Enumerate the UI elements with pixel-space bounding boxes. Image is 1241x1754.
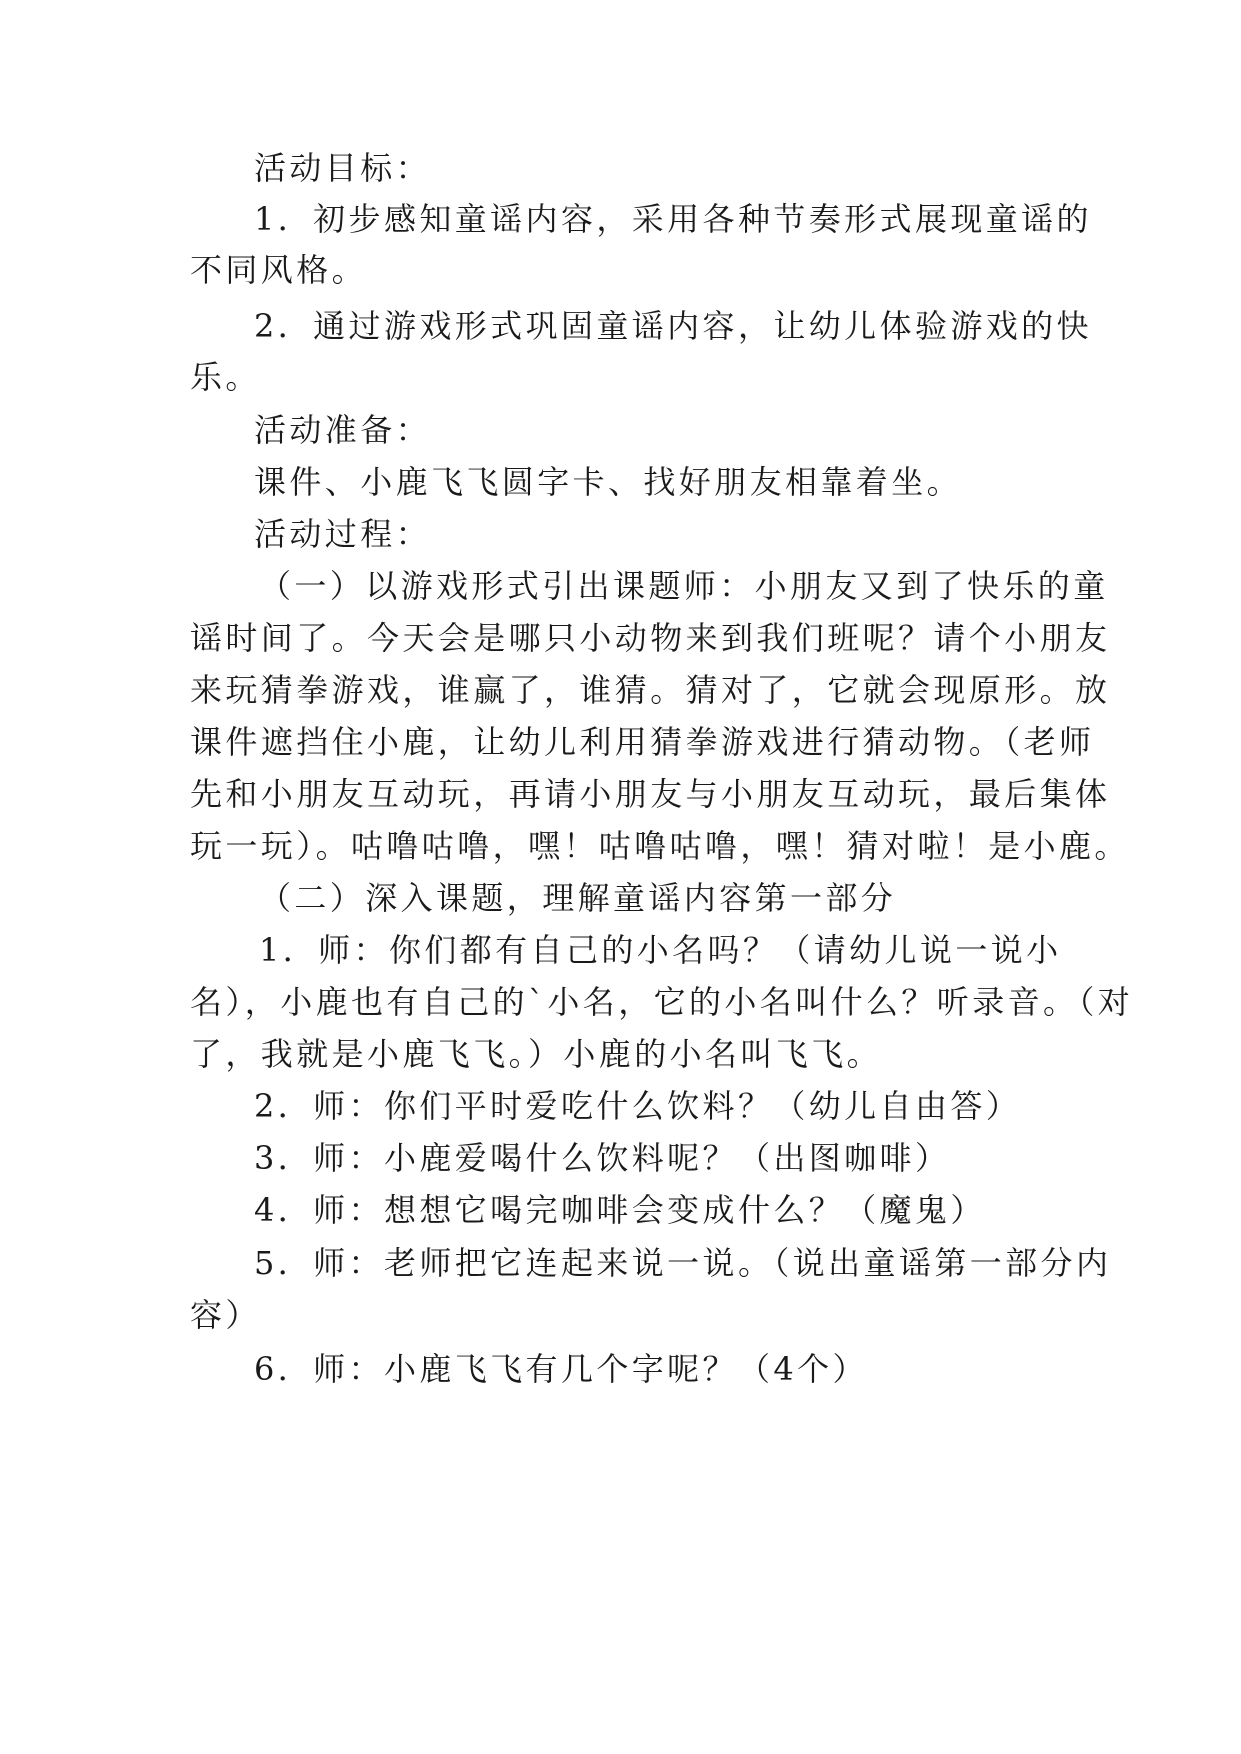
item-1-line-1: 1．师：你们都有自己的小名吗？（请幼儿说一说小 xyxy=(259,931,1062,969)
item-6: 6．师：小鹿飞飞有几个字呢？（4个） xyxy=(254,1350,868,1388)
section-1-line-4: 课件遮挡住小鹿，让幼儿利用猜拳游戏进行猜动物。（老师 xyxy=(190,723,1095,761)
item-2: 2．师：你们平时爱吃什么饮料？（幼儿自由答） xyxy=(254,1087,1022,1125)
section-1-line-2: 谣时间了。今天会是哪只小动物来到我们班呢？请个小朋友 xyxy=(190,619,1111,657)
goal-2-line-2: 乐。 xyxy=(190,358,261,396)
item-4: 4．师：想想它喝完咖啡会变成什么？（魔鬼） xyxy=(254,1191,986,1229)
heading-activity-process: 活动过程： xyxy=(254,515,432,553)
goal-1-line-1: 1．初步感知童谣内容，采用各种节奏形式展现童谣的 xyxy=(254,200,1092,238)
section-2-heading: （二）深入课题，理解童谣内容第一部分 xyxy=(259,879,897,917)
section-1-line-6: 玩一玩）。咕噜咕噜，嘿！咕噜咕噜，嘿！猜对啦！是小鹿。 xyxy=(190,827,1130,865)
item-5-line-1: 5．师：老师把它连起来说一说。（说出童谣第一部分内 xyxy=(254,1244,1112,1282)
section-1-line-1: （一）以游戏形式引出课题师：小朋友又到了快乐的童 xyxy=(259,567,1109,605)
section-1-line-5: 先和小朋友互动玩，再请小朋友与小朋友互动玩，最后集体 xyxy=(190,775,1111,813)
goal-1-line-2: 不同风格。 xyxy=(190,251,368,289)
section-1-line-3: 来玩猜拳游戏，谁赢了，谁猜。猜对了，它就会现原形。放 xyxy=(190,671,1111,709)
heading-activity-goals: 活动目标： xyxy=(254,149,432,187)
item-3: 3．师：小鹿爱喝什么饮料呢？（出图咖啡） xyxy=(254,1139,951,1177)
item-1-line-3: 了，我就是小鹿飞飞。）小鹿的小名叫飞飞。 xyxy=(190,1035,883,1073)
heading-activity-preparation: 活动准备： xyxy=(254,411,432,449)
item-5-line-2: 容） xyxy=(190,1296,261,1334)
item-1-line-2: 名），小鹿也有自己的`小名，它的小名叫什么？听录音。（对 xyxy=(190,983,1134,1021)
goal-2-line-1: 2．通过游戏形式巩固童谣内容，让幼儿体验游戏的快 xyxy=(254,307,1092,345)
preparation-text: 课件、小鹿飞飞圆字卡、找好朋友相靠着坐。 xyxy=(254,463,963,501)
